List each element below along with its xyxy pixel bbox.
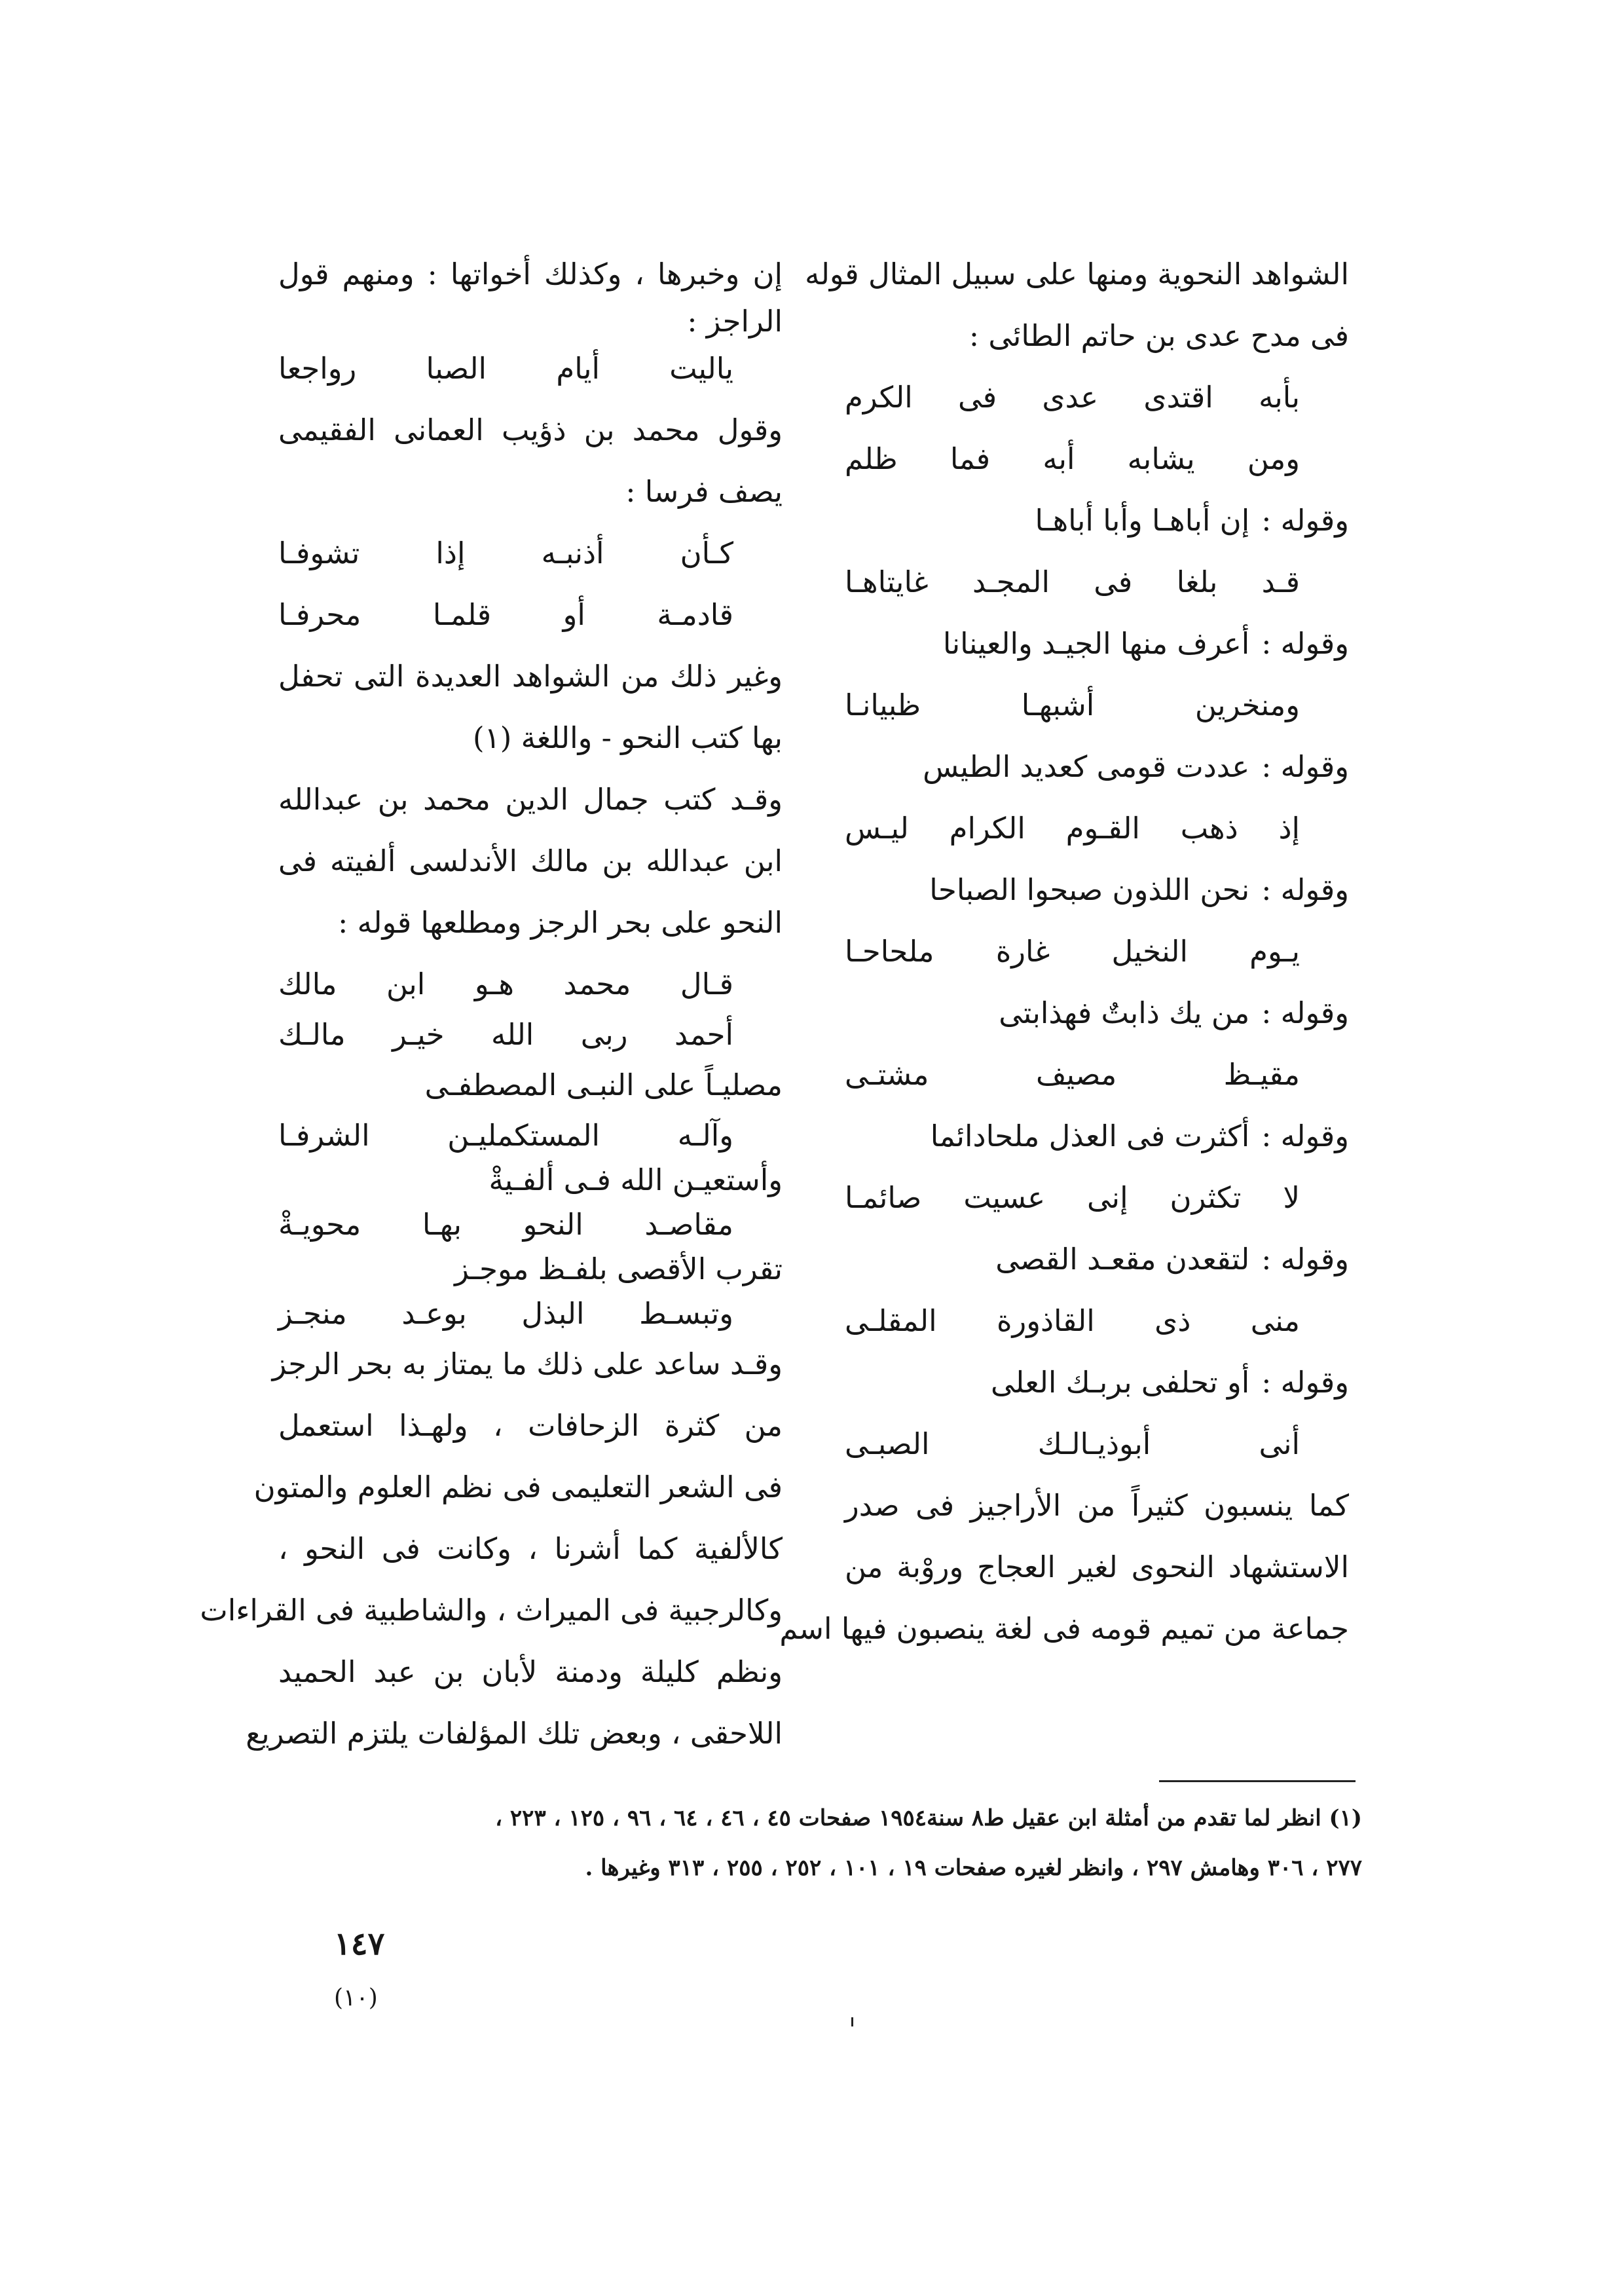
verse-text: أو تحلفى بربـك العلى [991,1365,1250,1400]
paragraph-line: ونظم كليلة ودمنة لأبان بن عبد الحميد [278,1654,783,1689]
verse-line: قـد بلغا فى المجـد غايتاهـا [845,565,1300,599]
verse-line: أنى أبوذيـالـك الصبـى [845,1427,1300,1461]
verse-line: وتبسـط البذل بوعـد منجـز [278,1296,733,1331]
paragraph-line: بها كتب النحو - واللغة (١) [473,720,783,755]
verse-line: كـأن أذنبـه إذا تشوفـا [278,536,733,570]
paragraph-line: وقـد ساعد على ذلك ما يمتاز به بحر الرجز [272,1347,783,1381]
verse-line: قادمـة أو قلمـا محرفـا [278,597,733,632]
verse-line: مقاصـد النحو بهـا محويـةْ [278,1207,733,1242]
footnote-line: (١) انظر لما تقدم من أمثلة ابن عقيل ط٨ سنة١٩٥٤ صفحات ٤٥ ، ٤٦ ، ٦٤ ، ٩٦ ، ١٢٥ ، ٢٢٣ ، [495,1805,1362,1831]
verse-text: أعرف منها الجيـد والعينانا [942,626,1250,661]
paragraph-line: الاستشهاد النحوى لغير العجاج وروْبة من [845,1550,1349,1584]
print-mark [851,2017,853,2026]
quote-line [845,736,1349,798]
paragraph-line: كالألفية كما أشرنا ، وكانت فى النحو ، [278,1531,783,1566]
footnote-separator [1159,1780,1356,1782]
quote-label: وقوله : [1261,996,1349,1030]
quote-label: وقوله : [1261,503,1349,538]
verse-line: منى ذى القاذورة المقلـى [845,1303,1300,1338]
paragraph-line: اللاحقى ، وبعض تلك المؤلفات يلتزم التصريع [246,1716,783,1751]
verse-text: إن أباهـا وأبا أباهـا [1035,503,1250,538]
paragraph-line: فى الشعر التعليمى فى نظم العلوم والمتون [253,1470,783,1504]
verse-line: لا تكثرن إنى عسيت صائمـا [845,1180,1300,1215]
paragraph-line: وقـد كتب جمال الدين محمد بن عبدالله [278,782,783,817]
quote-label: وقوله : [1261,1365,1349,1400]
quote-label: وقوله : [1261,749,1349,784]
quote-line [845,490,1349,551]
verse-text: نحن اللذون صبحوا الصباحا [929,872,1250,907]
quote-label: وقوله : [1261,1242,1349,1277]
verse-line: إذ ذهب القـوم الكرام ليـس [845,811,1300,846]
quote-line [845,1352,1349,1413]
paragraph-line: النحو على بحر الرجز ومطلعها قوله : [338,905,783,940]
verse-text: لتقعدن مقعـد القصى [995,1242,1250,1277]
paragraph-line: من كثرة الزحافات ، ولهـذا استعمل [278,1408,783,1443]
paragraph-line: يصف فرسا : [625,474,783,509]
verse-text: أكثرت فى العذل ملحادائما [930,1119,1250,1153]
paragraph-line: ابن عبدالله بن مالك الأندلسى ألفيته فى [278,844,783,878]
paragraph-line: فى مدح عدى بن حاتم الطائى : [969,318,1349,353]
quote-line [845,613,1349,675]
verse-line: وأستعيـن الله فـى ألفـيةْ [489,1163,783,1197]
quote-line [845,982,1349,1044]
verse-line: يـوم النخيل غارة ملحاحـا [845,934,1300,969]
verse-line: تقرب الأقصى بلفـظ موجـز [454,1252,783,1286]
left-column [200,244,783,1764]
verse-line: مصليـاً على النبـى المصطفـى [424,1068,783,1102]
paragraph-line: كما ينسبون كثيراً من الأراجيز فى صدر [845,1488,1349,1523]
verse-line: أحمد ربى الله خيـر مالـك [278,1017,733,1052]
verse-line: بأبه اقتدى عدى فى الكرم [845,380,1300,415]
verse-line: ومنخرين أشبهـا ظبيانـا [845,688,1300,722]
verse-line: قـال محمد هـو ابن مالك [278,967,733,1001]
paragraph-line: إن وخبرها ، وكذلك أخواتها : ومنهم قول [278,257,783,291]
right-column [779,244,1349,1660]
paragraph-line: الراجز : [687,304,783,339]
page-number: ١٤٧ [334,1926,385,1962]
quote-line [845,1229,1349,1290]
verse-text: من يك ذابتٌ فهذابتى [999,996,1250,1030]
verse-line: ومن يشابه أبه فما ظلم [845,441,1300,476]
quote-line [845,1106,1349,1167]
paragraph-line: جماعة من تميم قومه فى لغة ينصبون فيها اسم [779,1611,1349,1646]
paragraph-line: الشواهد النحوية ومنها على سبيل المثال قوله [805,257,1349,291]
verse-line: وآلـه المستكمليـن الشرفـا [278,1118,733,1153]
quote-line [845,859,1349,921]
verse-line: مقيـظ مصيف مشتـى [845,1057,1300,1092]
quote-label: وقوله : [1261,626,1349,661]
signature-mark: (١٠) [334,1985,378,2011]
footnote-line: ٢٧٧ ، ٣٠٦ وهامش ٢٩٧ ، وانظر لغيره صفحات ١٩ ، ١٠١ ، ٢٥٢ ، ٢٥٥ ، ٣١٣ وغيرها . [585,1855,1362,1881]
paragraph-line: وغير ذلك من الشواهد العديدة التى تحفل [278,659,783,694]
quote-label: وقوله : [1261,1119,1349,1153]
verse-line: ياليت أيام الصبا رواجعا [278,351,733,386]
quote-label: وقوله : [1261,872,1349,907]
paragraph-line: وقول محمد بن ذؤيب العمانى الفقيمى [278,413,783,447]
verse-text: عددت قومى كعديد الطيس [923,749,1250,784]
paragraph-line: وكالرجبية فى الميراث ، والشاطبية فى القراءات [200,1593,783,1628]
